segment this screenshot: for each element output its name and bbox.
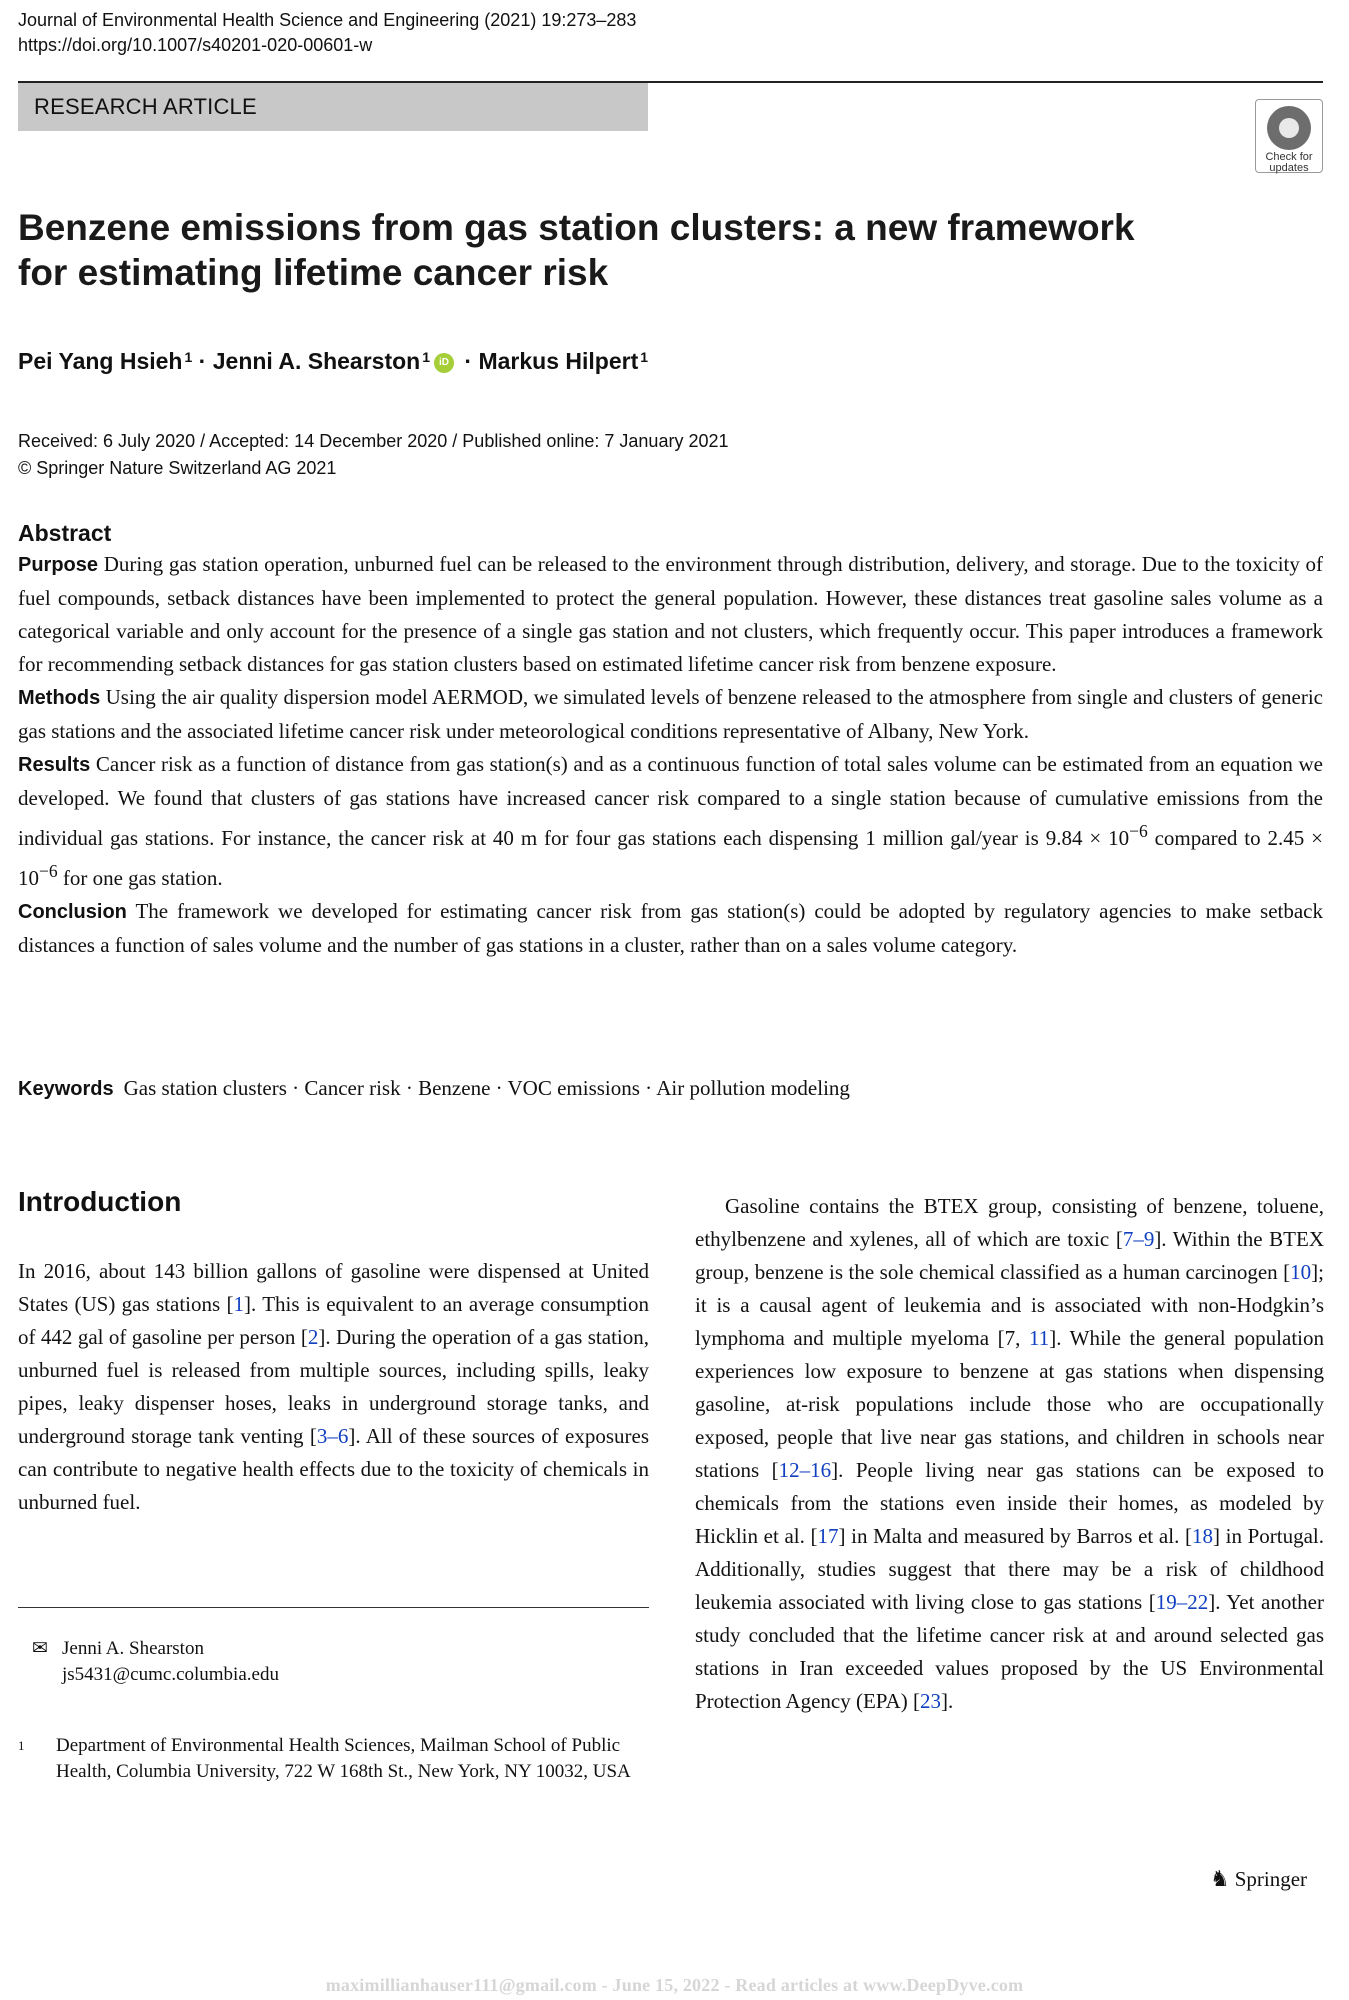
- abstract-purpose: Purpose During gas station operation, unburned fuel can be released to the environment through distribution, delivery, and storage. Due to the toxicity of fuel compounds, setback distances have been implemented to protect the general population. However, these distances treat gasoline sales volume as a categorical variable and only account for the presence of a single gas station and not clusters, which frequently occur. This paper introduces a framework for recommending setback distances for gas station clusters based on estimated lifetime cancer risk from benzene exposure.: [18, 552, 1324, 676]
- keywords-label: Keywords: [18, 1078, 114, 1100]
- citation-link[interactable]: 3–6: [316, 1424, 349, 1448]
- citation-link[interactable]: 2: [307, 1325, 319, 1349]
- keywords-list: Gas station clusters · Cancer risk · Benzene · VOC emissions · Air pollution modeling: [123, 1076, 850, 1100]
- publisher-logo: [1210, 1866, 1307, 1892]
- purpose-label: Purpose: [18, 554, 99, 576]
- conclusion-label: Conclusion: [18, 901, 127, 923]
- abstract-heading: Abstract: [18, 520, 112, 546]
- citation-link[interactable]: 23: [919, 1689, 941, 1713]
- author-separator: ·: [464, 348, 473, 374]
- section-heading-introduction: Introduction: [18, 1186, 182, 1217]
- affiliation: [18, 1733, 649, 1785]
- affiliation-text: Department of Environmental Health Sciences, Mailman School of Public Health, Columbia University, 722 W 168th St., New York, NY 10032, USA: [56, 1735, 631, 1782]
- intro-paragraph-1: In 2016, about 143 billion gallons of gasoline were dispensed at United States (US) gas stations [1]. This is equivalent to an average consumption of 442 gal of gasoline per person [2]. During the operation of a gas station, unburned fuel is released from multiple sources, including spills, leaky pipes, leaky dispenser hoses, leaks in underground storage tanks, and underground storage tank venting [3–6]. All of these sources of exposures can contribute to negative health effects due to the toxicity of chemicals in unburned fuel.: [18, 1259, 650, 1514]
- citation-link[interactable]: 19–22: [1155, 1590, 1209, 1614]
- check-updates-label: Check for updates: [1265, 151, 1313, 174]
- copyright: © Springer Nature Switzerland AG 2021: [18, 458, 337, 478]
- orcid-icon[interactable]: iD: [434, 353, 454, 373]
- article-type: RESEARCH ARTICLE: [34, 94, 257, 119]
- keywords: [18, 1073, 850, 1104]
- citation-link[interactable]: 18: [1191, 1524, 1213, 1548]
- citation-link[interactable]: 12–16: [778, 1458, 832, 1482]
- doi-link[interactable]: https://doi.org/10.1007/s40201-020-00601-w: [18, 35, 373, 55]
- intro-paragraph-2: Gasoline contains the BTEX group, consisting of benzene, toluene, ethylbenzene and xylenes, all of which are toxic [7–9]. Within the BTEX group, benzene is the sole chemical classified as a human carcinogen [10]; it is a causal agent of leukemia and is associated with non-Hodgkin’s lymphoma and multiple myeloma [7, 11]. While the general population experiences low exposure to benzene at gas stations when dispensing gasoline, at-risk populations include those who are occupationally exposed, people that live near gas stations, and children in schools near stations [12–16]. People living near gas stations can be exposed to chemicals from the stations even inside their homes, as modeled by Hicklin et al. [17] in Malta and measured by Barros et al. [18] in Portugal. Additionally, studies suggest that there may be a risk of childhood leukemia associated with living close to gas stations [19–22]. Yet another study concluded that the lifetime cancer risk at and around selected gas stations in Iran exceeded values proposed by the US Environmental Protection Agency (EPA) [23].: [695, 1194, 1325, 1713]
- corresponding-author-email[interactable]: js5431@cumc.columbia.edu: [62, 1664, 279, 1685]
- check-for-updates-button[interactable]: [1255, 99, 1323, 173]
- footnote-rule: [18, 1607, 649, 1608]
- methods-label: Methods: [18, 687, 101, 709]
- crossmark-icon: [1267, 106, 1311, 150]
- abstract: [18, 518, 1323, 962]
- publisher-name: Springer: [1234, 1867, 1308, 1891]
- article-type-band: [18, 83, 648, 131]
- author-name[interactable]: Pei Yang Hsieh: [18, 348, 183, 374]
- citation-link[interactable]: 11: [1028, 1326, 1050, 1350]
- corresponding-author: [18, 1636, 649, 1688]
- article-title: Benzene emissions from gas station clusters: a new framework for estimating lifetime cancer risk: [18, 207, 1135, 293]
- corresponding-author-name: Jenni A. Shearston: [62, 1638, 204, 1659]
- author-name[interactable]: Markus Hilpert: [478, 348, 639, 374]
- abstract-methods: Methods Using the air quality dispersion model AERMOD, we simulated levels of benzene released to the atmosphere from single and clusters of generic gas stations and the associated lifetime cancer risk under meteorological conditions representative of Albany, New York.: [18, 685, 1323, 743]
- journal-citation: Journal of Environmental Health Science and Engineering (2021) 19:273–283: [18, 10, 637, 30]
- author-name[interactable]: Jenni A. Shearston: [212, 348, 421, 374]
- abstract-results: Results Cancer risk as a function of distance from gas station(s) and as a continuous function of total sales volume can be estimated from an equation we developed. We found that clusters of gas stations have increased cancer risk compared to a single station because of cumulative emissions from the individual gas stations. For instance, the cancer risk at 40 m for four gas stations each dispensing 1 million gal/year is $9.84 \times 10^{-6}$ compared to $2.45 \times 10^{-6}$ for one gas station.: [18, 752, 1324, 890]
- article-dates: Received: 6 July 2020 / Accepted: 14 December 2020 / Published online: 7 January 2021 © Springer Nature Switzerland AG 2021: [18, 428, 729, 482]
- results-label: Results: [18, 754, 91, 776]
- envelope-icon: ✉: [32, 1638, 48, 1659]
- author-affil-ref: 1: [422, 349, 431, 365]
- author-affil-ref: 1: [184, 349, 193, 365]
- author-affil-ref: 1: [640, 349, 649, 365]
- citation-link[interactable]: 7–9: [1122, 1227, 1155, 1251]
- published-date: Published online: 7 January 2021: [462, 431, 729, 451]
- watermark: maximillianhauser111@gmail.com - June 15, 2022 - Read articles at www.DeepDyve.com: [325, 1975, 1024, 1995]
- received-date: Received: 6 July 2020: [18, 431, 196, 451]
- affiliation-number: 1: [18, 1738, 25, 1753]
- author-separator: ·: [198, 348, 207, 374]
- springer-horse-icon: ♞: [1210, 1866, 1230, 1891]
- accepted-date: Accepted: 14 December 2020: [209, 431, 448, 451]
- citation-link[interactable]: 1: [233, 1292, 245, 1316]
- citation-link[interactable]: 10: [1290, 1260, 1312, 1284]
- journal-header: [18, 8, 636, 58]
- author-list: [18, 346, 648, 376]
- citation-link[interactable]: 17: [817, 1524, 839, 1548]
- abstract-conclusion: Conclusion The framework we developed for estimating cancer risk from gas station(s) could be adopted by regulatory agencies to make setback distances a function of sales volume and the number of gas stations in a cluster, rather than on a sales volume category.: [18, 899, 1323, 957]
